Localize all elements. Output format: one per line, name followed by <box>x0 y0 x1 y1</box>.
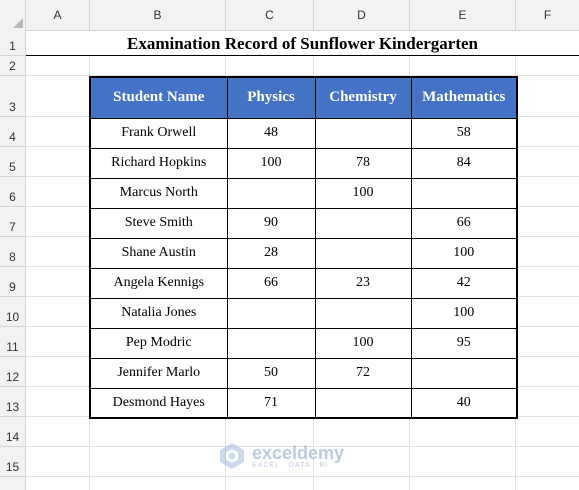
cell-student-name[interactable]: Marcus North <box>90 178 227 208</box>
row-header-5[interactable]: 5 <box>0 147 25 177</box>
row-header-12[interactable]: 12 <box>0 357 25 387</box>
row-header-8[interactable]: 8 <box>0 237 25 267</box>
watermark-tagline: EXCEL · DATA · BI <box>252 461 328 469</box>
cell-student-name[interactable]: Pep Modric <box>90 328 227 358</box>
table-row <box>90 178 517 208</box>
cell-mathematics[interactable]: 84 <box>411 148 517 178</box>
cell-physics[interactable]: 50 <box>227 358 315 388</box>
cell-mathematics[interactable] <box>411 178 517 208</box>
cell-mathematics[interactable] <box>411 358 517 388</box>
watermark-text <box>252 444 344 469</box>
header-student-name[interactable]: Student Name <box>90 77 227 118</box>
row-header-11[interactable]: 11 <box>0 327 25 357</box>
table-header-row <box>90 77 517 118</box>
select-all-triangle-icon <box>13 18 23 28</box>
cell-mathematics[interactable]: 100 <box>411 298 517 328</box>
row-header-13[interactable]: 13 <box>0 387 25 417</box>
cell-physics[interactable]: 90 <box>227 208 315 238</box>
cell-student-name[interactable]: Natalia Jones <box>90 298 227 328</box>
cell-chemistry[interactable]: 23 <box>315 268 411 298</box>
cell-physics[interactable]: 66 <box>227 268 315 298</box>
row-header-1[interactable]: 1 <box>0 30 25 56</box>
table-row <box>90 208 517 238</box>
sheet-title[interactable]: Examination Record of Sunflower Kindergarten <box>26 31 579 56</box>
row-header-4[interactable]: 4 <box>0 117 25 147</box>
exceldemy-watermark <box>218 441 368 471</box>
gridline <box>26 476 579 477</box>
cell-mathematics[interactable]: 66 <box>411 208 517 238</box>
cell-chemistry[interactable] <box>315 208 411 238</box>
row-header-3[interactable]: 3 <box>0 76 25 117</box>
column-header-b[interactable]: B <box>90 0 226 30</box>
cell-student-name[interactable]: Richard Hopkins <box>90 148 227 178</box>
cell-mathematics[interactable]: 40 <box>411 388 517 418</box>
cell-mathematics[interactable]: 95 <box>411 328 517 358</box>
table-row <box>90 268 517 298</box>
cell-physics[interactable] <box>227 178 315 208</box>
header-mathematics[interactable]: Mathematics <box>411 77 517 118</box>
cell-chemistry[interactable]: 100 <box>315 328 411 358</box>
column-header-f[interactable]: F <box>543 8 552 22</box>
cell-chemistry[interactable] <box>315 238 411 268</box>
cell-mathematics[interactable]: 58 <box>411 118 517 148</box>
column-header-a[interactable]: A <box>26 0 90 30</box>
cell-chemistry[interactable]: 78 <box>315 148 411 178</box>
cell-student-name[interactable]: Shane Austin <box>90 238 227 268</box>
cell-student-name[interactable]: Jennifer Marlo <box>90 358 227 388</box>
row-header-15[interactable]: 15 <box>0 447 25 477</box>
cell-physics[interactable]: 48 <box>227 118 315 148</box>
cell-chemistry[interactable]: 100 <box>315 178 411 208</box>
cell-student-name[interactable]: Desmond Hayes <box>90 388 227 418</box>
column-header-bar <box>0 0 579 31</box>
cell-mathematics[interactable]: 100 <box>411 238 517 268</box>
table-row <box>90 328 517 358</box>
exceldemy-logo-icon <box>218 442 246 470</box>
cell-chemistry[interactable] <box>315 388 411 418</box>
column-header-c[interactable]: C <box>226 0 314 30</box>
cell-student-name[interactable]: Steve Smith <box>90 208 227 238</box>
row-header-6[interactable]: 6 <box>0 177 25 207</box>
row-header-bar <box>0 30 26 490</box>
select-all-corner[interactable] <box>0 0 26 30</box>
table-row <box>90 148 517 178</box>
cell-physics[interactable] <box>227 328 315 358</box>
cell-chemistry[interactable]: 72 <box>315 358 411 388</box>
table-row <box>90 388 517 418</box>
row-header-7[interactable]: 7 <box>0 207 25 237</box>
row-header-2[interactable]: 2 <box>0 56 25 76</box>
cell-physics[interactable] <box>227 298 315 328</box>
header-physics[interactable]: Physics <box>227 77 315 118</box>
cell-mathematics[interactable]: 42 <box>411 268 517 298</box>
header-chemistry[interactable]: Chemistry <box>315 77 411 118</box>
cell-student-name[interactable]: Frank Orwell <box>90 118 227 148</box>
row-header-14[interactable]: 14 <box>0 417 25 447</box>
column-header-d[interactable]: D <box>314 0 410 30</box>
row-header-10[interactable]: 10 <box>0 297 25 327</box>
table-row <box>90 118 517 148</box>
cell-physics[interactable]: 100 <box>227 148 315 178</box>
cell-chemistry[interactable] <box>315 298 411 328</box>
row-header-9[interactable]: 9 <box>0 267 25 297</box>
table-row <box>90 358 517 388</box>
cell-student-name[interactable]: Angela Kennigs <box>90 268 227 298</box>
column-header-e[interactable]: E <box>410 0 516 30</box>
watermark-name: exceldemy <box>252 442 345 463</box>
cell-physics[interactable]: 71 <box>227 388 315 418</box>
table-row <box>90 238 517 268</box>
cell-chemistry[interactable] <box>315 118 411 148</box>
table-row <box>90 298 517 328</box>
cell-physics[interactable]: 28 <box>227 238 315 268</box>
examination-table <box>89 76 518 419</box>
